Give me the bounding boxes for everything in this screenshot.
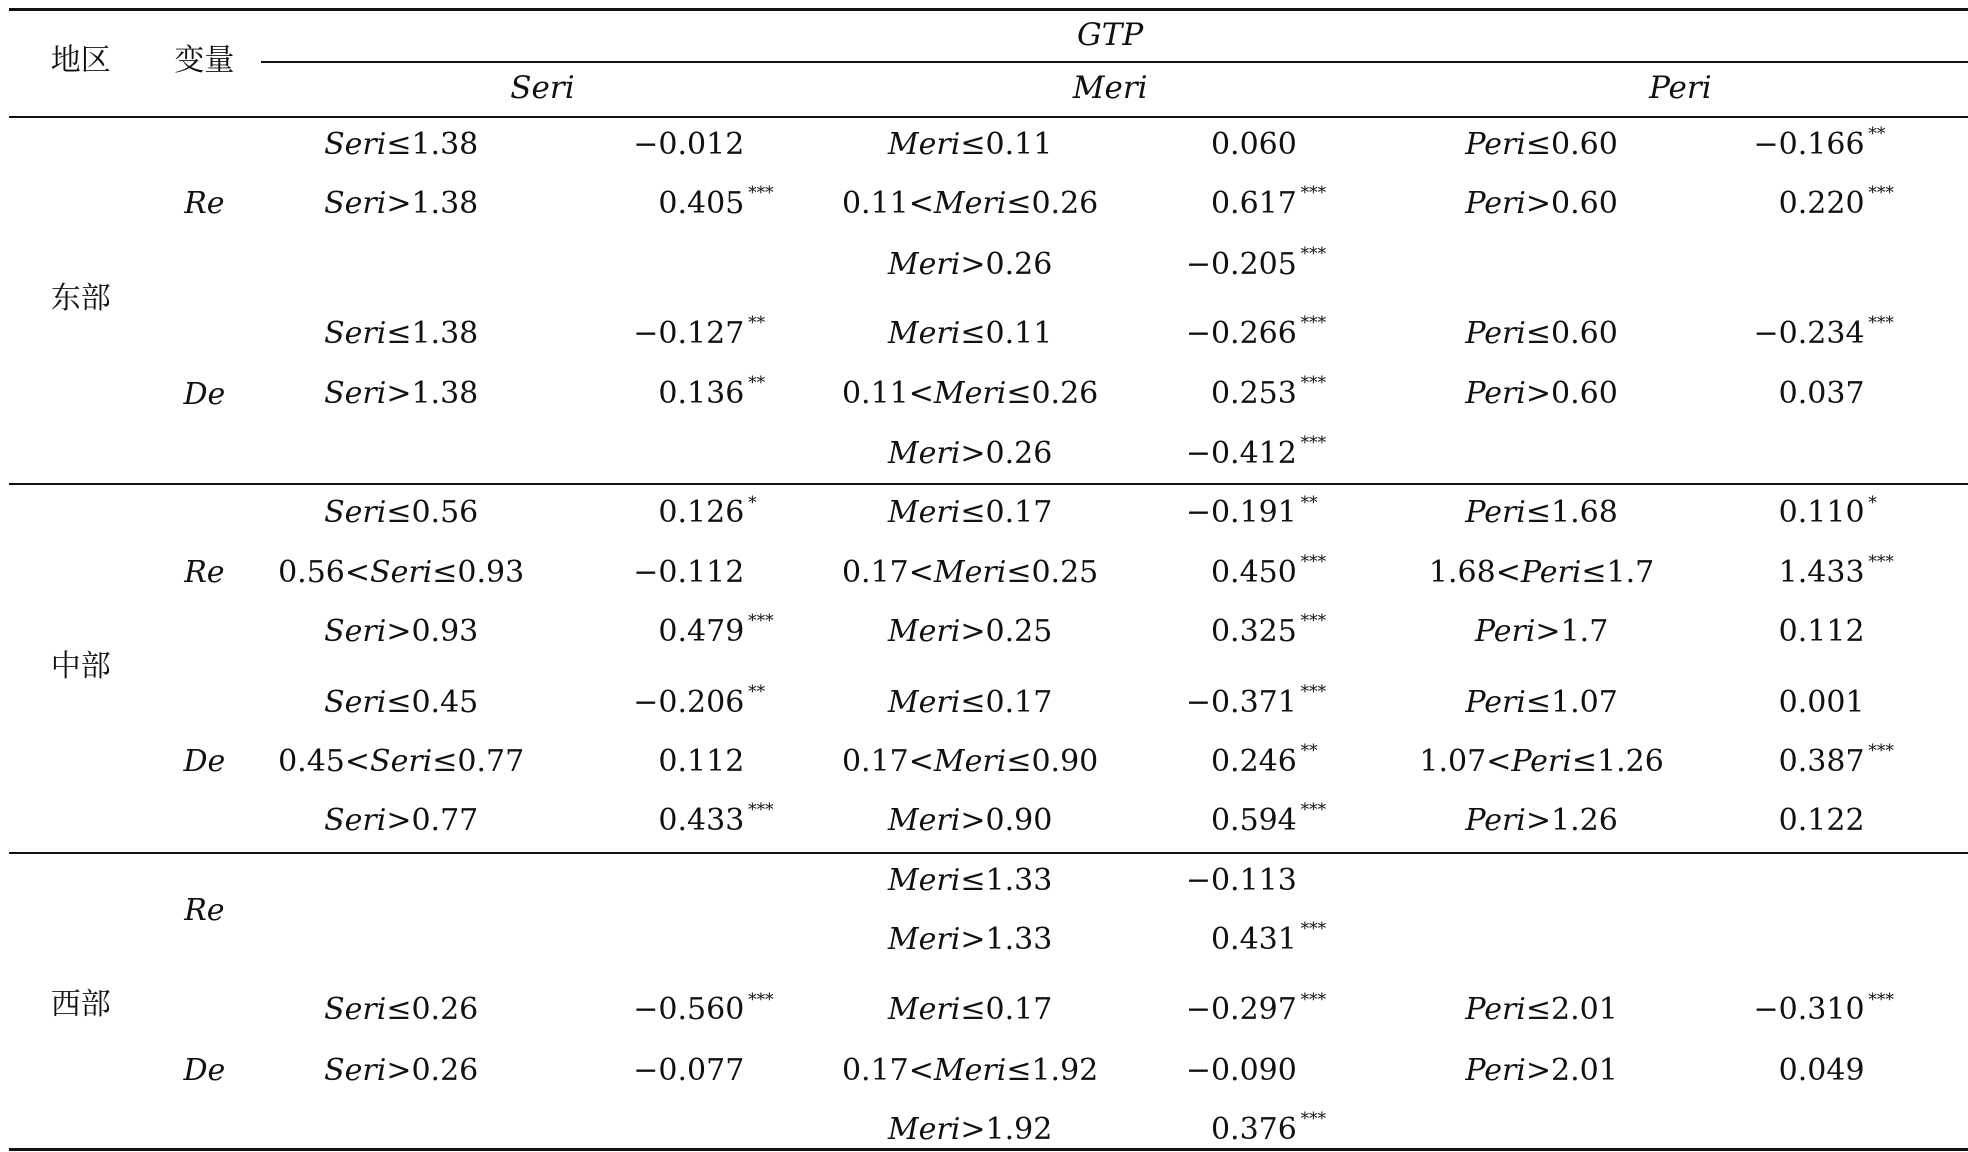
threshold-term: Meri>1.33: [887, 921, 1053, 957]
coef-value: 0.433: [658, 803, 745, 839]
coef-value: −0.560: [633, 992, 745, 1028]
threshold-term: Seri>1.38: [324, 375, 479, 411]
significance-stars: ***: [1300, 372, 1327, 393]
region-label: 中部: [50, 649, 111, 685]
coef-value: −0.371: [1185, 684, 1297, 720]
threshold-term: Meri≤0.11: [887, 316, 1053, 352]
significance-stars: ***: [1300, 183, 1327, 204]
coef-value: −0.112: [633, 554, 745, 590]
coef-value: −0.166: [1753, 127, 1865, 163]
threshold-term: Seri>1.38: [324, 186, 479, 222]
threshold-term: Peri≤1.68: [1465, 495, 1618, 531]
significance-stars: ***: [1300, 551, 1327, 572]
significance-stars: ***: [1300, 800, 1327, 821]
coef-value: 0.122: [1778, 803, 1865, 839]
threshold-term: Peri>2.01: [1465, 1053, 1618, 1089]
coef-value: 0.110: [1778, 495, 1865, 531]
significance-stars: ***: [1868, 551, 1894, 572]
threshold-term: 0.17<Meri≤0.90: [841, 743, 1099, 779]
coef-value: −0.090: [1185, 1053, 1297, 1089]
coef-value: −0.205: [1185, 246, 1297, 282]
coef-value: −0.127: [633, 316, 745, 352]
coef-value: 0.594: [1210, 803, 1297, 839]
significance-stars: ***: [748, 800, 774, 821]
significance-stars: ***: [1868, 183, 1894, 204]
threshold-term: Peri≤2.01: [1465, 992, 1618, 1028]
header-bottom-rule: [9, 116, 1968, 118]
header-gtp: GTP: [1076, 17, 1144, 54]
threshold-term: 0.56<Seri≤0.93: [278, 554, 525, 590]
significance-stars: **: [748, 681, 766, 702]
coef-value: 0.136: [658, 375, 745, 411]
variable-label: De: [183, 376, 226, 412]
coef-value: −0.412: [1185, 436, 1297, 472]
coef-value: 0.049: [1778, 1053, 1865, 1089]
coef-value: −0.012: [633, 127, 745, 163]
coef-value: 0.246: [1210, 743, 1297, 779]
coef-value: −0.191: [1185, 495, 1297, 531]
threshold-term: Meri≤1.33: [887, 862, 1053, 898]
threshold-term: Meri≤0.17: [887, 495, 1053, 531]
significance-stars: **: [748, 372, 766, 393]
header-sub-meri: Meri: [1072, 70, 1148, 107]
region-label: 西部: [50, 987, 111, 1023]
significance-stars: ***: [1300, 1109, 1327, 1130]
significance-stars: **: [1868, 124, 1886, 145]
threshold-term: Peri>0.60: [1465, 186, 1618, 222]
coef-value: 0.112: [658, 743, 745, 779]
threshold-term: Seri≤0.45: [324, 684, 479, 720]
bottom-rule: [9, 1148, 1968, 1151]
variable-label: De: [183, 743, 226, 779]
coef-value: −0.206: [633, 684, 745, 720]
coef-value: 0.253: [1210, 375, 1297, 411]
coef-value: −0.297: [1185, 992, 1297, 1028]
coef-value: −0.113: [1185, 862, 1297, 898]
significance-stars: ***: [1300, 433, 1327, 454]
threshold-term: Meri>0.26: [887, 246, 1053, 282]
threshold-term: 0.17<Meri≤1.92: [841, 1053, 1099, 1089]
threshold-term: Meri>0.25: [887, 614, 1053, 650]
header-variable: 变量: [174, 42, 235, 78]
coef-value: −0.077: [633, 1053, 745, 1089]
coef-value: 0.376: [1210, 1112, 1297, 1148]
coef-value: 0.405: [658, 186, 745, 222]
variable-label: Re: [184, 892, 225, 928]
threshold-term: 1.07<Peri≤1.26: [1419, 743, 1664, 779]
coef-value: 0.220: [1778, 186, 1865, 222]
significance-stars: ***: [748, 183, 774, 204]
threshold-term: Peri>0.60: [1465, 375, 1618, 411]
threshold-term: Peri>1.26: [1465, 803, 1618, 839]
threshold-term: 0.17<Meri≤0.25: [841, 554, 1099, 590]
threshold-term: Meri≤0.17: [887, 992, 1053, 1028]
threshold-term: Seri>0.77: [324, 803, 479, 839]
threshold-term: Seri≤0.56: [324, 495, 479, 531]
coef-value: 0.479: [658, 614, 745, 650]
significance-stars: ***: [748, 989, 774, 1010]
threshold-term: Seri≤1.38: [324, 127, 479, 163]
significance-stars: **: [1300, 741, 1318, 762]
threshold-term: Meri>1.92: [887, 1112, 1053, 1148]
coef-value: 0.450: [1210, 554, 1297, 590]
significance-stars: ***: [1300, 918, 1327, 939]
threshold-term: Meri≤0.17: [887, 684, 1053, 720]
significance-stars: ***: [1300, 313, 1327, 334]
significance-stars: ***: [748, 611, 774, 632]
coef-value: 0.431: [1210, 921, 1297, 957]
header-sub-peri: Peri: [1649, 70, 1712, 107]
variable-label: Re: [184, 186, 225, 222]
threshold-term: Peri≤0.60: [1465, 127, 1618, 163]
significance-stars: ***: [1868, 989, 1894, 1010]
header-region: 地区: [50, 42, 111, 78]
threshold-term: 0.45<Seri≤0.77: [278, 743, 525, 779]
threshold-term: Meri>0.90: [887, 803, 1053, 839]
coef-value: 0.387: [1778, 743, 1865, 779]
threshold-term: Meri≤0.11: [887, 127, 1053, 163]
threshold-term: 0.11<Meri≤0.26: [841, 186, 1099, 222]
variable-label: Re: [184, 554, 225, 590]
top-rule: [9, 8, 1968, 11]
threshold-term: 0.11<Meri≤0.26: [841, 375, 1099, 411]
significance-stars: **: [1300, 492, 1318, 513]
coef-value: −0.234: [1753, 316, 1865, 352]
significance-stars: ***: [1300, 244, 1327, 264]
threshold-term: Seri≤1.38: [324, 316, 479, 352]
significance-stars: ***: [1868, 741, 1894, 762]
significance-stars: ***: [1300, 611, 1327, 632]
threshold-term: Seri>0.26: [324, 1053, 479, 1089]
gtp-underline: [261, 61, 1968, 63]
threshold-term: Peri≤1.07: [1465, 684, 1618, 720]
region-divider-1: [9, 483, 1968, 485]
coef-value: 1.433: [1778, 554, 1865, 590]
region-label: 东部: [50, 280, 111, 316]
threshold-term: Seri>0.93: [324, 614, 479, 650]
significance-stars: ***: [1300, 681, 1327, 702]
threshold-term: 1.68<Peri≤1.7: [1428, 554, 1655, 590]
coef-value: 0.325: [1210, 614, 1297, 650]
coef-value: 0.037: [1778, 375, 1865, 411]
significance-stars: ***: [1868, 313, 1894, 334]
threshold-term: Seri≤0.26: [324, 992, 479, 1028]
significance-stars: ***: [1300, 989, 1327, 1010]
threshold-term: Peri≤0.60: [1465, 316, 1618, 352]
coef-value: 0.112: [1778, 614, 1865, 650]
coef-value: 0.060: [1210, 127, 1297, 163]
significance-stars: **: [748, 313, 766, 334]
coef-value: 0.617: [1210, 186, 1297, 222]
significance-stars: *: [1868, 492, 1877, 513]
coef-value: 0.001: [1778, 684, 1865, 720]
region-divider-2: [9, 852, 1968, 854]
coef-value: −0.310: [1753, 992, 1865, 1028]
threshold-term: Meri>0.26: [887, 436, 1053, 472]
coef-value: 0.126: [658, 495, 745, 531]
variable-label: De: [183, 1053, 226, 1089]
significance-stars: *: [748, 492, 757, 513]
threshold-term: Peri>1.7: [1474, 614, 1609, 650]
header-sub-seri: Seri: [510, 70, 575, 107]
coef-value: −0.266: [1185, 316, 1297, 352]
